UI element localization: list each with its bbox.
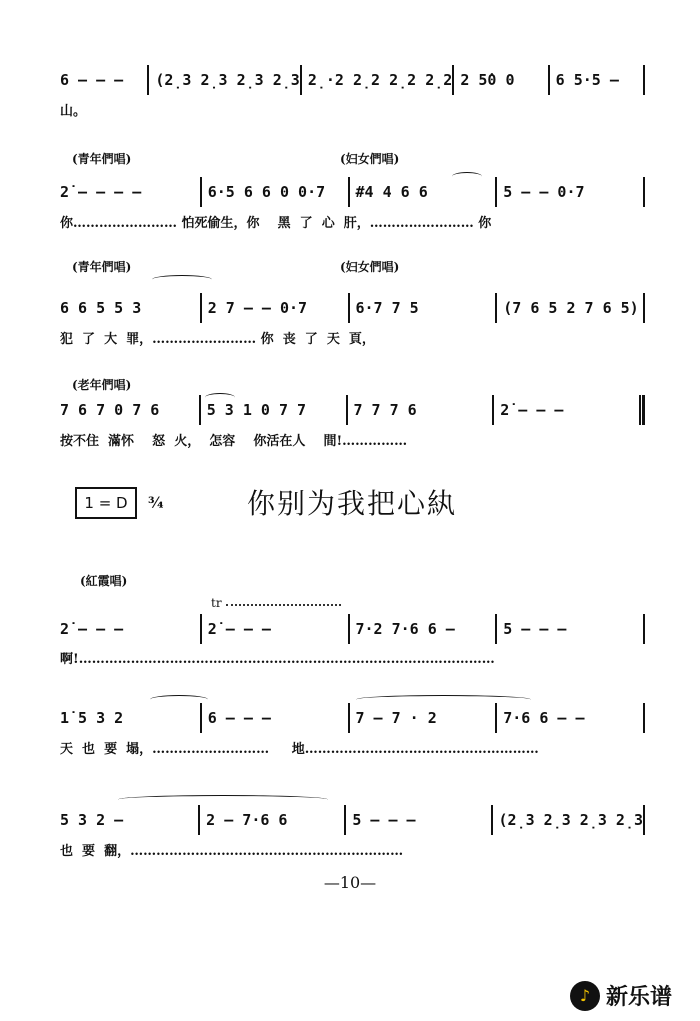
lyrics-row-7: 也 要 翻，……………………………………………………… xyxy=(60,844,404,859)
measure: 6 6 5 5 3 xyxy=(60,299,142,317)
time-signature: ¾ xyxy=(148,494,164,512)
measure: (2̣3 2̣3 2̣3 2̣3 xyxy=(155,71,300,89)
measure: 7 7 7 6 xyxy=(353,401,417,419)
measure: (2̣3 2̣3 2̣3 2̣3 xyxy=(498,811,644,829)
lyrics-row-5: 啊!…………………………………………………………………………………… xyxy=(60,652,495,667)
key-signature-box: 1 = D xyxy=(75,487,137,519)
barline xyxy=(643,177,645,207)
notation-row-4 xyxy=(60,398,645,422)
measure: 2 7 — — 0·7 xyxy=(207,299,308,317)
measure: 2̇ — — — xyxy=(60,620,124,638)
page-number: —10— xyxy=(323,873,377,892)
barline xyxy=(643,614,645,644)
song-title: 你别为我把心紈 xyxy=(247,487,458,520)
measure: 2̇ — — — xyxy=(207,620,271,638)
notation-row-2 xyxy=(60,180,645,204)
measure: 5 3 1 0 7 7 xyxy=(206,401,307,419)
part-label: (青年們唱) xyxy=(72,152,132,166)
tie-arc xyxy=(152,275,212,284)
measure: 1̇ 5 3 2 xyxy=(60,709,124,727)
measure: #4 4 6 6 xyxy=(355,183,428,201)
notation-row-6 xyxy=(60,706,645,730)
watermark-text: 新乐谱 xyxy=(606,985,673,1010)
watermark-logo xyxy=(570,980,672,1011)
lyrics-row-4: 按不住 滿怀 怒 火， 怎容 你活在人 間!…………… xyxy=(60,434,408,449)
notation-row-1 xyxy=(60,68,645,92)
measure: 5 3 2 — xyxy=(60,811,124,829)
measure: 7 6 7 0 7 6 xyxy=(60,401,160,419)
notation-row-5 xyxy=(60,617,645,641)
part-label: (老年們唱) xyxy=(72,378,132,392)
measure: 7 — 7 · 2 xyxy=(355,709,437,727)
lyrics-row-6: 天 也 要 塌，……………………… 地……………………………………………… xyxy=(60,742,539,757)
measure: 2̣·2 2̣2 2̣2 2̣2 xyxy=(307,71,453,89)
measure: 2̇ — — — xyxy=(500,401,564,419)
barline xyxy=(643,65,645,95)
measure: 5 — — — xyxy=(503,620,567,638)
trill-line xyxy=(226,604,341,606)
measure: 5 — — — xyxy=(352,811,416,829)
measure: (7 6 5 2 7 6 5) xyxy=(503,299,639,317)
measure: 6·7 7 5 xyxy=(355,299,419,317)
measure: 2 — 7·6 6 xyxy=(206,811,288,829)
lyrics-row-1: 山。 xyxy=(60,104,87,119)
notation-row-7 xyxy=(60,808,645,832)
trill-mark: tr xyxy=(211,596,222,610)
notation-row-3 xyxy=(60,296,645,320)
part-label: (紅霞唱) xyxy=(80,574,128,588)
vinyl-record-icon: ♪ xyxy=(570,981,600,1011)
barline xyxy=(643,805,645,835)
measure: 6 — — — xyxy=(207,709,271,727)
lyrics-row-2: 你…………………… 怕死偷生，你 黑 了 心 肝，…………………… 你 xyxy=(60,216,492,231)
part-label: (妇女們唱) xyxy=(340,260,400,274)
part-label: (妇女們唱) xyxy=(340,152,400,166)
part-label: (青年們唱) xyxy=(72,260,132,274)
barline xyxy=(643,703,645,733)
measure: 7·2 7·6 6 — xyxy=(355,620,455,638)
measure: 7·6 6 — — xyxy=(503,709,585,727)
tie-arc xyxy=(356,695,531,704)
tie-arc xyxy=(118,795,328,804)
measure: 5 — — 0·7 xyxy=(503,183,585,201)
measure: 2̇ — — — — xyxy=(60,183,142,201)
measure: 6·5 6 6 0 0·7 xyxy=(207,183,326,201)
final-barline xyxy=(639,395,645,425)
measure: 2 5̇0 0 xyxy=(460,71,515,89)
measure: 6 — — — xyxy=(60,71,124,89)
measure: 6 5·5 — xyxy=(555,71,619,89)
lyrics-row-3: 犯 了 大 罪，…………………… 你 丧 了 天 頁， xyxy=(60,332,375,347)
barline xyxy=(643,293,645,323)
